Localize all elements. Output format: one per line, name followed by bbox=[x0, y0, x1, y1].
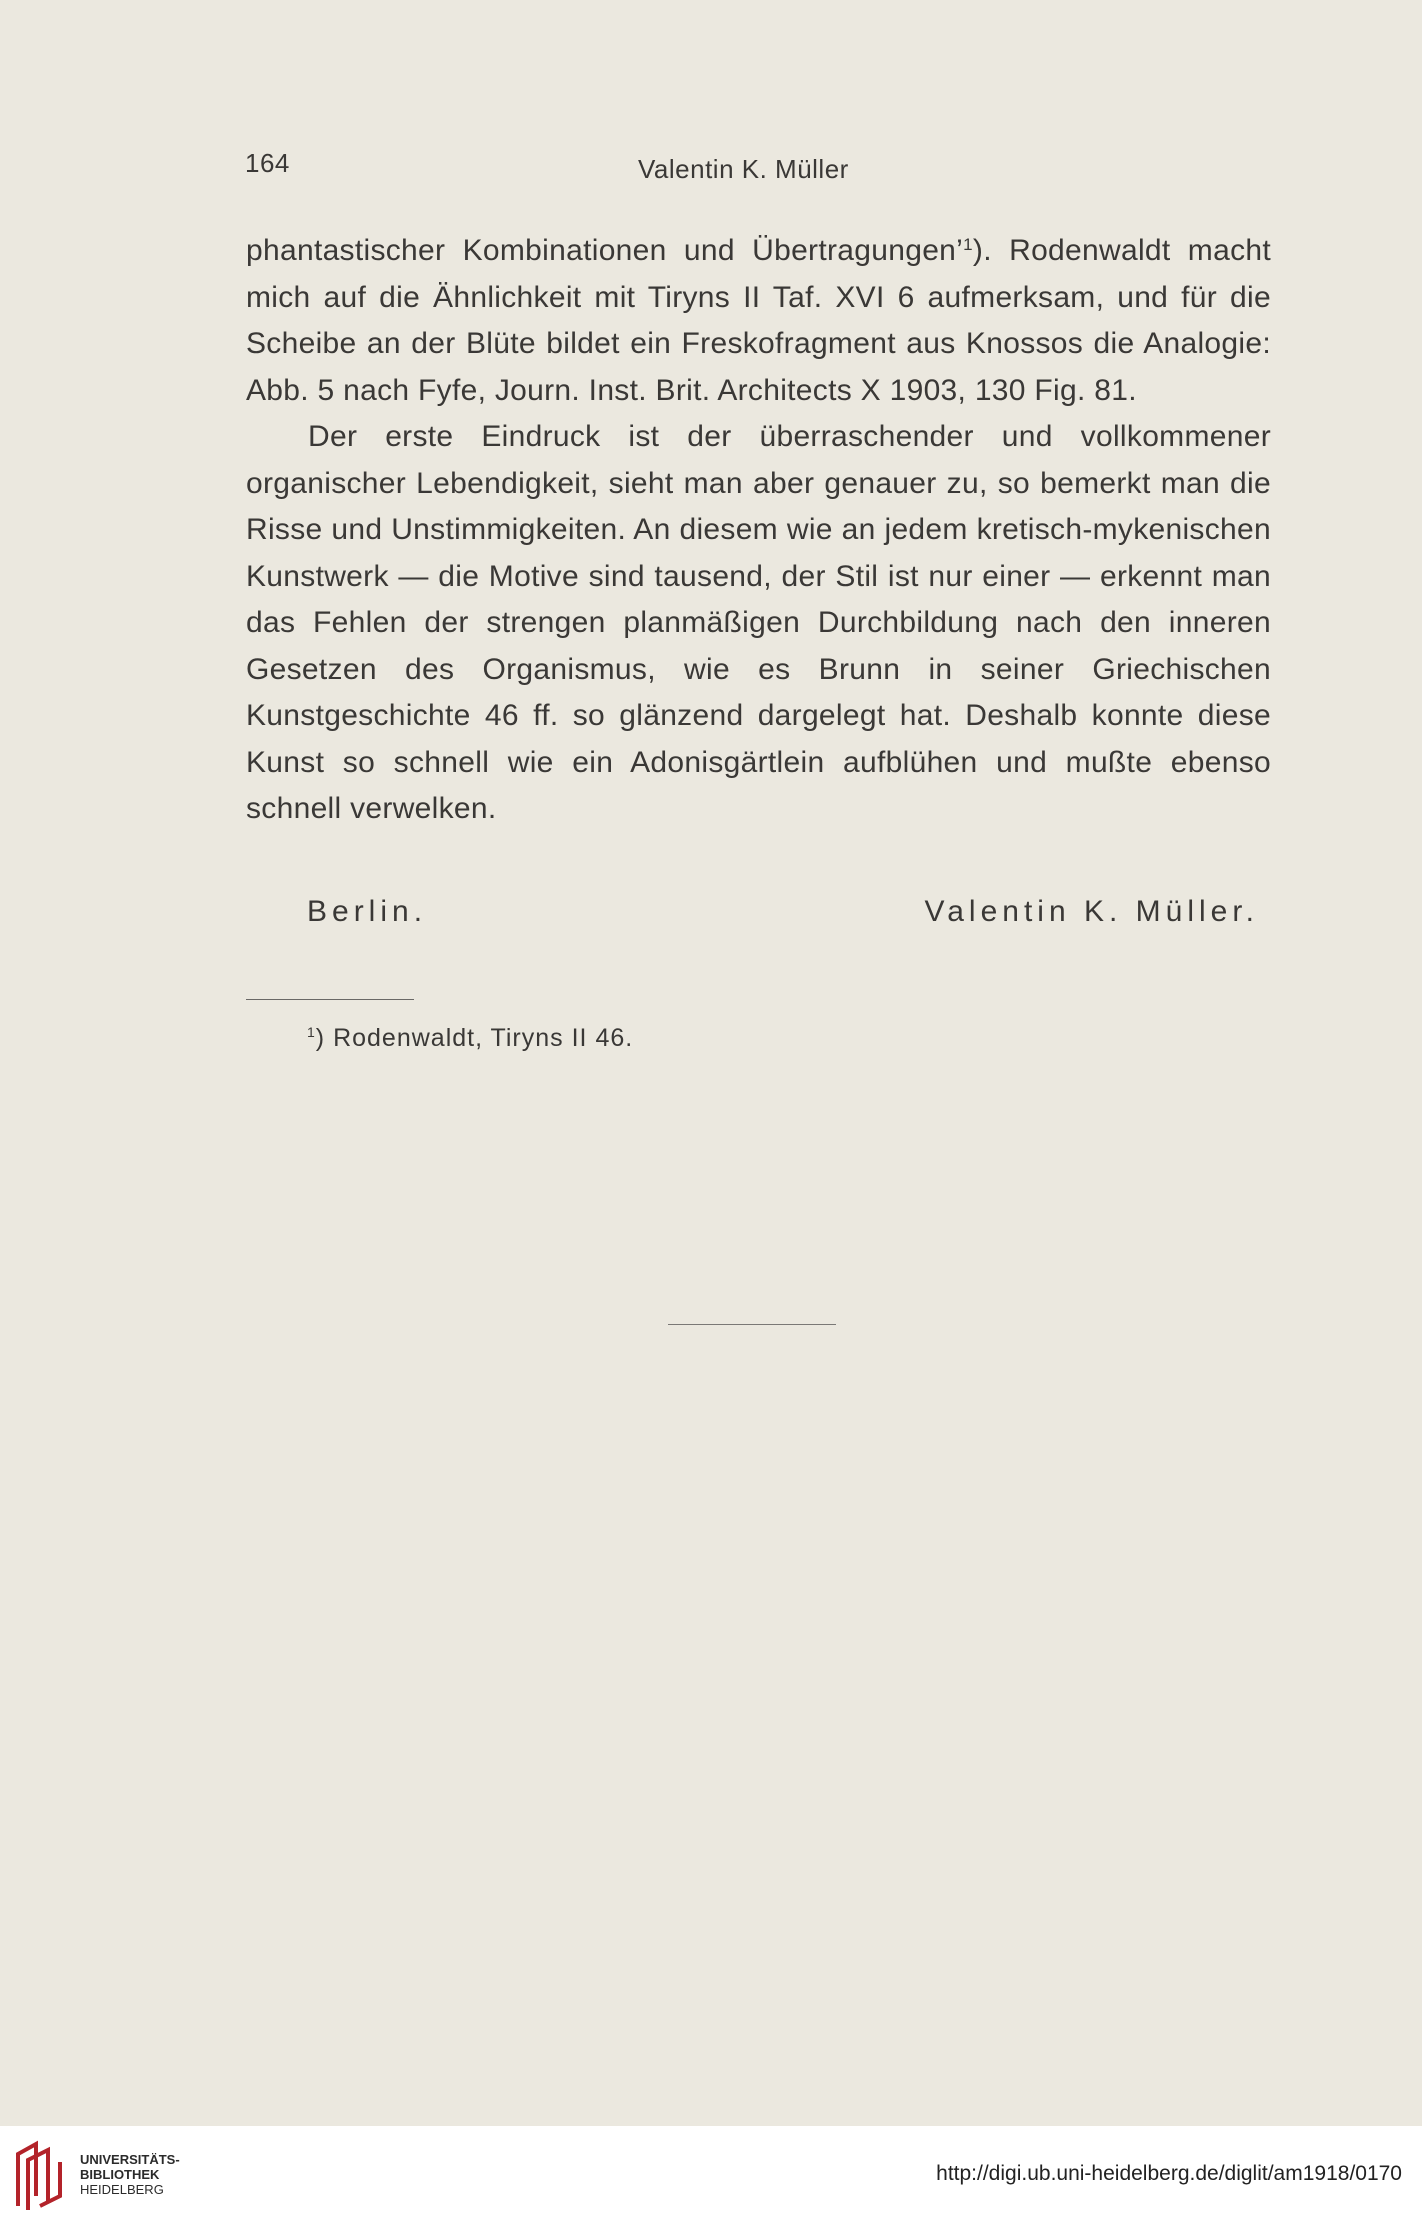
paragraph-1-start: phantastischer Kombinationen und Übertragungen’ bbox=[246, 234, 964, 267]
end-divider bbox=[668, 1324, 836, 1325]
footnote bbox=[307, 1024, 633, 1053]
source-url-link[interactable]: http://digi.ub.uni-heidelberg.de/diglit/am1918/0170 bbox=[936, 2162, 1402, 2185]
body-text bbox=[246, 222, 1271, 833]
library-logo-text bbox=[80, 2152, 180, 2197]
footnote-text: ) Rodenwaldt, Tiryns II 46. bbox=[315, 1024, 634, 1052]
signature-line bbox=[246, 895, 1271, 945]
page-header bbox=[245, 148, 1270, 188]
footnote-marker: 1 bbox=[307, 1024, 316, 1040]
signature-place: Berlin. bbox=[307, 895, 428, 928]
paragraph-1-rest: ). Rodenwaldt macht mich auf die Ähnlichkeit mit Tiryns II Taf. XVI 6 aufmerksam, und für die Scheibe an der Blüte bildet ein Freskofragment aus Knossos die Analogie: Abb. 5 nach Fyfe, Journ. Inst. Brit. Architects X 1903, 130 Fig. 81. bbox=[246, 234, 1272, 407]
paragraph-2: Der erste Eindruck ist der überraschender und vollkommener organischer Lebendigkeit, sieht man aber genauer zu, so bemerkt man die Risse und Unstimmigkeiten. An diesem wie an jedem kretisch-mykenischen Kunstwerk — die Motive sind tausend, der Stil ist nur einer — erkennt man das Fehlen der strengen planmäßigen Durchbildung nach den inneren Gesetzen des Organismus, wie es Brunn in seiner Griechischen Kunstgeschichte 46 ff. so glänzend dargelegt hat. Deshalb konnte diese Kunst so schnell wie ein Adonisgärtlein aufblühen und mußte ebenso schnell verwelken. bbox=[246, 420, 1271, 825]
logo-line-2: BIBLIOTHEK bbox=[80, 2167, 160, 2182]
library-logo-icon bbox=[14, 2140, 78, 2212]
paragraph-1 bbox=[246, 222, 1271, 414]
running-title: Valentin K. Müller bbox=[638, 154, 849, 184]
logo-line-3: HEIDELBERG bbox=[80, 2182, 164, 2197]
signature-author: Valentin K. Müller. bbox=[924, 895, 1259, 928]
page-number: 164 bbox=[245, 148, 290, 178]
footnote-reference: 1 bbox=[963, 235, 973, 254]
footnote-divider bbox=[246, 999, 414, 1000]
logo-line-1: UNIVERSITÄTS- bbox=[80, 2152, 180, 2167]
